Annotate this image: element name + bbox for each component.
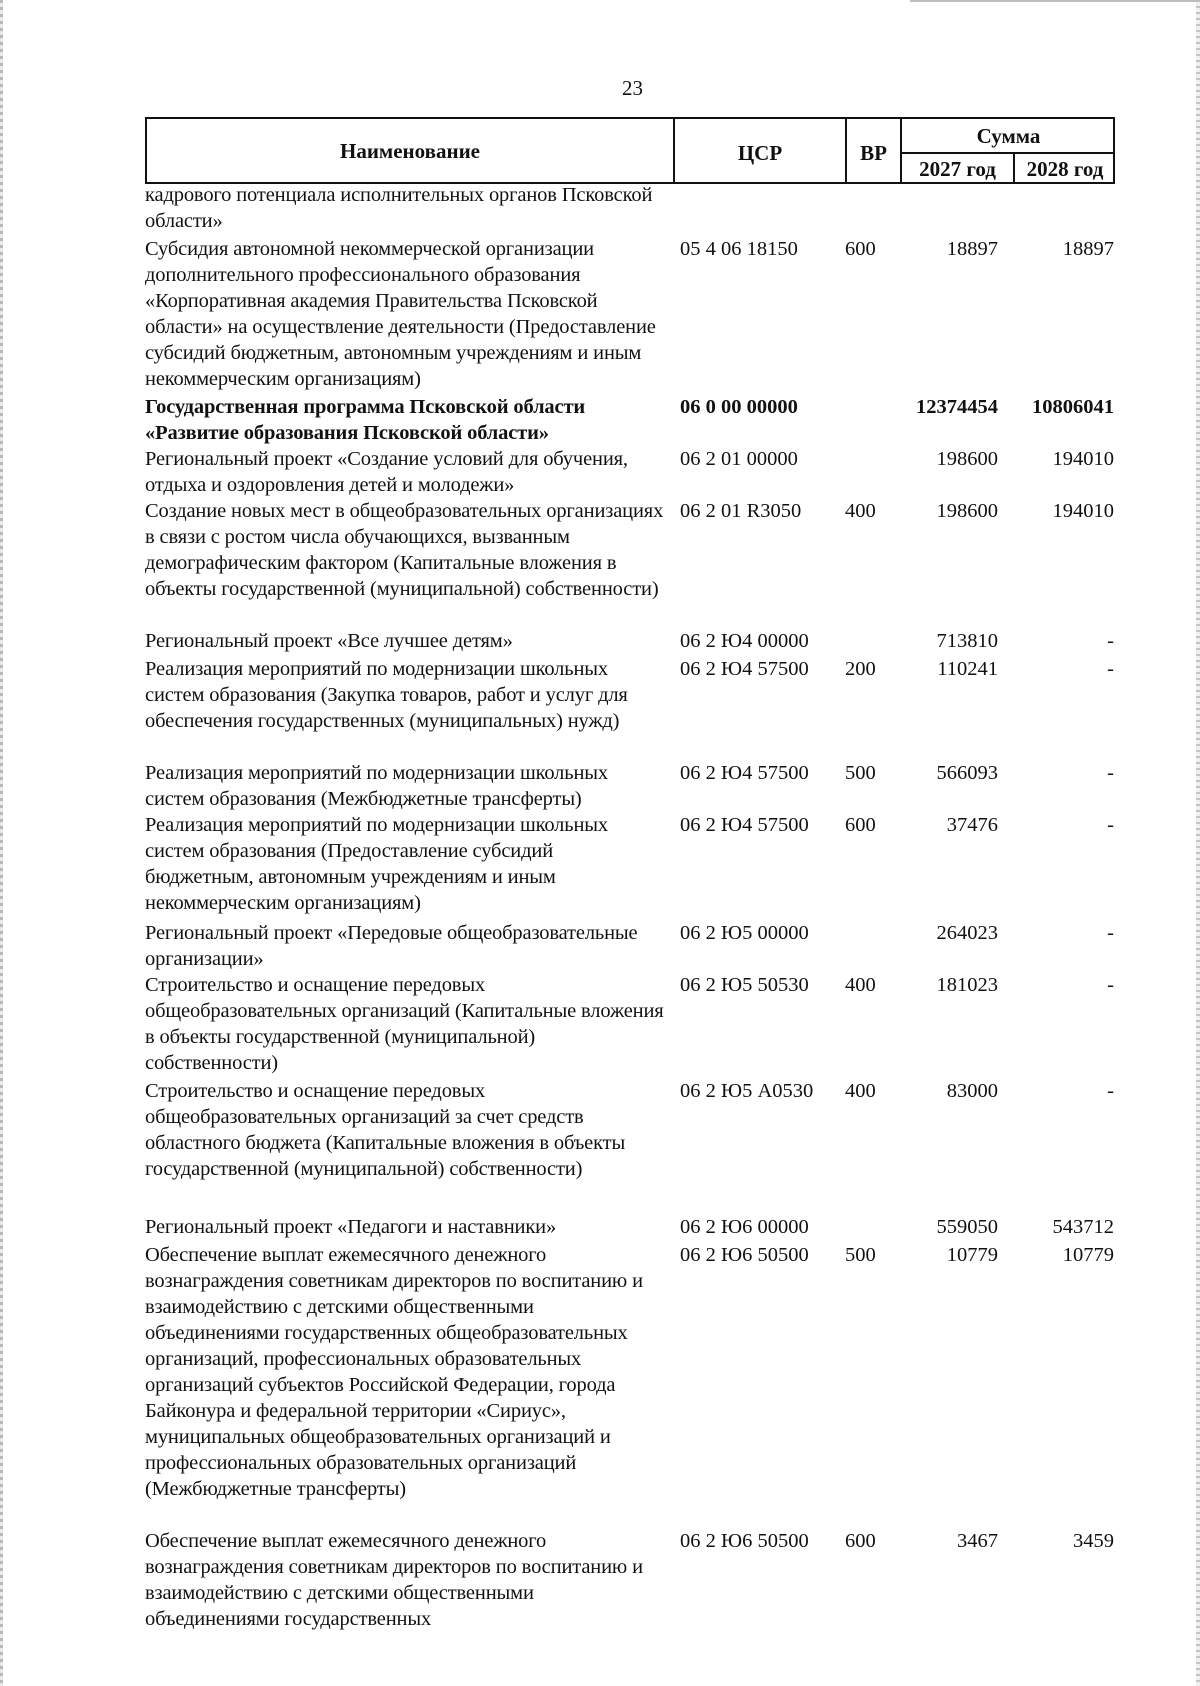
cell-name: Обеспечение выплат ежемесячного денежного вознаграждения советникам директоров по воспитанию и взаимодействию с детскими общественными объединениями государственных общеобразовательных организаций, профессиональных образовательных организаций субъектов Российской Федерации, города Байконура и федеральной территории «Сириус», муниципальных общеобразовательных организаций и профессиональных образовательных организаций (Межбюджетные трансферты) <box>145 1244 643 1500</box>
cell-sum-2027: 181023 <box>936 974 998 996</box>
header-vr: ВР <box>860 141 887 165</box>
cell-vr: 500 <box>845 1244 876 1266</box>
header-year-2027: 2027 год <box>919 157 996 181</box>
cell-sum-2028: - <box>1107 922 1114 944</box>
cell-name: Создание новых мест в общеобразовательных организациях в связи с ростом числа обучающихся, вызванным демографическим фактором (Капитальные вложения в объекты государственной (муниципальной) собственности) <box>145 500 664 600</box>
cell-sum-2028: - <box>1107 1080 1114 1102</box>
cell-csr: 06 2 01 00000 <box>680 448 798 470</box>
cell-csr: 06 2 Ю5 00000 <box>680 922 809 944</box>
cell-name: Субсидия автономной некоммерческой организации дополнительного профессионального образования «Корпоративная академия Правительства Псковской области» на осуществление деятельности (Предоставление субсидий бюджетным, автономным учреждениям и иным некоммерческим организациям) <box>145 238 656 390</box>
cell-vr: 400 <box>845 500 876 522</box>
header-name: Наименование <box>340 139 480 163</box>
cell-sum-2027: 264023 <box>936 922 998 944</box>
cell-csr: 06 2 Ю5 50530 <box>680 974 809 996</box>
cell-sum-2028: 18897 <box>1062 238 1114 260</box>
cell-sum-2028: 194010 <box>1052 448 1114 470</box>
cell-sum-2028: - <box>1107 814 1114 836</box>
cell-sum-2027: 18897 <box>946 238 998 260</box>
cell-name: Строительство и оснащение передовых общеобразовательных организаций (Капитальные вложения в объекты государственной (муниципальной) собственности) <box>145 974 664 1074</box>
cell-sum-2028: 3459 <box>1073 1530 1114 1552</box>
cell-sum-2028: 194010 <box>1052 500 1114 522</box>
cell-csr: 06 2 01 R3050 <box>680 500 802 522</box>
cell-name: Обеспечение выплат ежемесячного денежного вознаграждения советникам директоров по воспитанию и взаимодействию с детскими общественными объединениями государственных <box>145 1530 643 1630</box>
cell-csr: 06 2 Ю5 А0530 <box>680 1080 814 1102</box>
cell-name: Реализация мероприятий по модернизации школьных систем образования (Межбюджетные трансферты) <box>145 762 609 810</box>
cell-sum-2028: 10806041 <box>1032 396 1114 418</box>
cell-csr: 06 2 Ю4 00000 <box>680 630 809 652</box>
cell-csr: 06 2 Ю4 57500 <box>680 658 809 680</box>
cell-name: Строительство и оснащение передовых общеобразовательных организаций за счет средств областного бюджета (Капитальные вложения в объекты государственной (муниципальной) собственности) <box>145 1080 626 1180</box>
cell-name: Государственная программа Псковской области «Развитие образования Псковской области» <box>145 396 586 444</box>
cell-sum-2027: 566093 <box>936 762 998 784</box>
cell-csr: 06 2 Ю4 57500 <box>680 814 809 836</box>
cell-vr: 400 <box>845 974 876 996</box>
header-csr: ЦСР <box>737 141 783 165</box>
cell-name: Региональный проект «Создание условий для обучения, отдыха и оздоровления детей и молодежи» <box>145 448 628 496</box>
cell-name: Региональный проект «Все лучшее детям» <box>145 630 513 652</box>
cell-csr: 06 2 Ю6 00000 <box>680 1216 809 1238</box>
cell-sum-2028: - <box>1107 630 1114 652</box>
cell-name: Региональный проект «Передовые общеобразовательные организации» <box>145 922 638 970</box>
cell-vr: 600 <box>845 238 876 260</box>
cell-csr: 06 2 Ю6 50500 <box>680 1530 809 1552</box>
header-sum: Сумма <box>976 124 1041 148</box>
cell-csr: 06 0 00 00000 <box>680 396 798 418</box>
cell-csr: 06 2 Ю6 50500 <box>680 1244 809 1266</box>
cell-csr: 05 4 06 18150 <box>680 238 798 260</box>
cell-sum-2028: 10779 <box>1062 1244 1114 1266</box>
cell-name: кадрового потенциала исполнительных органов Псковской области» <box>145 184 653 232</box>
cell-name: Региональный проект «Педагоги и наставники» <box>145 1216 557 1238</box>
page-number: 23 <box>622 76 643 100</box>
cell-sum-2028: 543712 <box>1052 1216 1114 1238</box>
cell-sum-2028: - <box>1107 658 1114 680</box>
cell-vr: 500 <box>845 762 876 784</box>
cell-name: Реализация мероприятий по модернизации школьных систем образования (Закупка товаров, работ и услуг для обеспечения государственных (муниципальных) нужд) <box>145 658 628 732</box>
cell-sum-2027: 559050 <box>936 1216 998 1238</box>
cell-sum-2027: 37476 <box>946 814 998 836</box>
cell-name: Реализация мероприятий по модернизации школьных систем образования (Предоставление субсидий бюджетным, автономным учреждениям и иным некоммерческим организациям) <box>145 814 609 914</box>
cell-sum-2028: - <box>1107 762 1114 784</box>
cell-sum-2028: - <box>1107 974 1114 996</box>
cell-vr: 200 <box>845 658 876 680</box>
cell-sum-2027: 3467 <box>957 1530 998 1552</box>
header-year-2028: 2028 год <box>1026 157 1104 181</box>
cell-sum-2027: 10779 <box>946 1244 998 1266</box>
cell-vr: 600 <box>845 1530 876 1552</box>
cell-sum-2027: 198600 <box>936 500 998 522</box>
cell-sum-2027: 198600 <box>936 448 998 470</box>
cell-sum-2027: 110241 <box>937 658 998 680</box>
cell-sum-2027: 12374454 <box>916 396 998 418</box>
cell-csr: 06 2 Ю4 57500 <box>680 762 809 784</box>
cell-vr: 600 <box>845 814 876 836</box>
cell-vr: 400 <box>845 1080 876 1102</box>
cell-sum-2027: 83000 <box>946 1080 998 1102</box>
cell-sum-2027: 713810 <box>936 630 998 652</box>
